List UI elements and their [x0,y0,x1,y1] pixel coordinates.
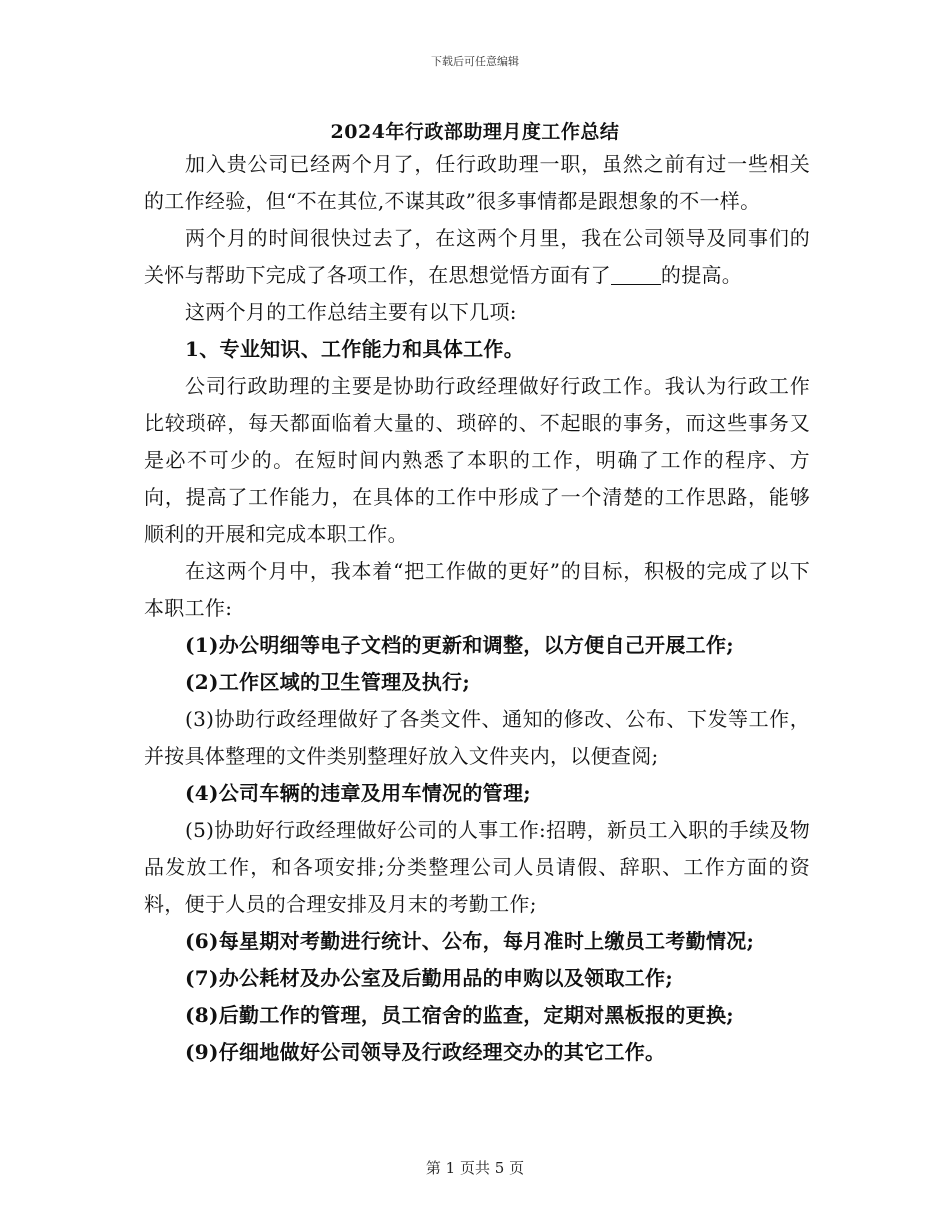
list-item-2: (2)工作区域的卫生管理及执行; [185,670,471,694]
paragraph-two-months-text: 两个月的时间很快过去了，在这两个月里，我在公司领导及同事们的关怀与帮助下完成了各项工作，在思想觉悟方面有了 [144,226,810,287]
list-item-4: (4)公司车辆的违章及用车情况的管理; [185,781,531,805]
list-item-7: (7)办公耗材及办公室及后勤用品的申购以及领取工作; [185,966,674,990]
paragraph-two-months-tail: 的提高。 [660,263,743,287]
section-heading-1: 1、专业知识、工作能力和具体工作。 [185,337,525,361]
header-note: 下载后可任意编辑 [431,55,519,68]
page-number: 第 1 页共 5 页 [425,1159,525,1177]
paragraph-two-months [144,220,810,294]
list-item-9: (9)仔细地做好公司领导及行政经理交办的其它工作。 [185,1040,666,1064]
paragraph-goal: 在这两个月中，我本着“把工作做的更好”的目标，积极的完成了以下本职工作: [144,559,810,620]
document-body [144,146,810,1071]
paragraph-intro: 加入贵公司已经两个月了，任行政助理一职，虽然之前有过一些相关的工作经验，但“不在其位,不谋其政”很多事情都是跟想象的不一样。 [144,152,810,213]
list-item-8: (8)后勤工作的管理，员工宿舍的监查，定期对黑板报的更换; [185,1003,734,1027]
fill-in-blank [611,262,661,285]
paragraph-role: 公司行政助理的主要是协助行政经理做好行政工作。我认为行政工作比较琐碎，每天都面临着大量的、琐碎的、不起眼的事务，而这些事务又是必不可少的。在短时间内熟悉了本职的工作，明确了工作的程序、方向，提高了工作能力，在具体的工作中形成了一个清楚的工作思路，能够顺利的开展和完成本职工作。 [144,374,810,546]
list-item-1: (1)办公明细等电子文档的更新和调整，以方便自己开展工作; [185,633,734,657]
list-item-3: (3)协助行政经理做好了各类文件、通知的修改、公布、下发等工作，并按具体整理的文件类别整理好放入文件夹内，以便查阅; [144,707,810,768]
list-item-6: (6)每星期对考勤进行统计、公布，每月准时上缴员工考勤情况; [185,929,755,953]
paragraph-summary-lead: 这两个月的工作总结主要有以下几项: [185,300,517,324]
document-title: 2024年行政部助理月度工作总结 [330,121,620,143]
list-item-5: (5)协助好行政经理做好公司的人事工作:招聘，新员工入职的手续及物品发放工作，和各项安排;分类整理公司人员请假、辞职、工作方面的资料，便于人员的合理安排及月末的考勤工作; [144,818,810,916]
